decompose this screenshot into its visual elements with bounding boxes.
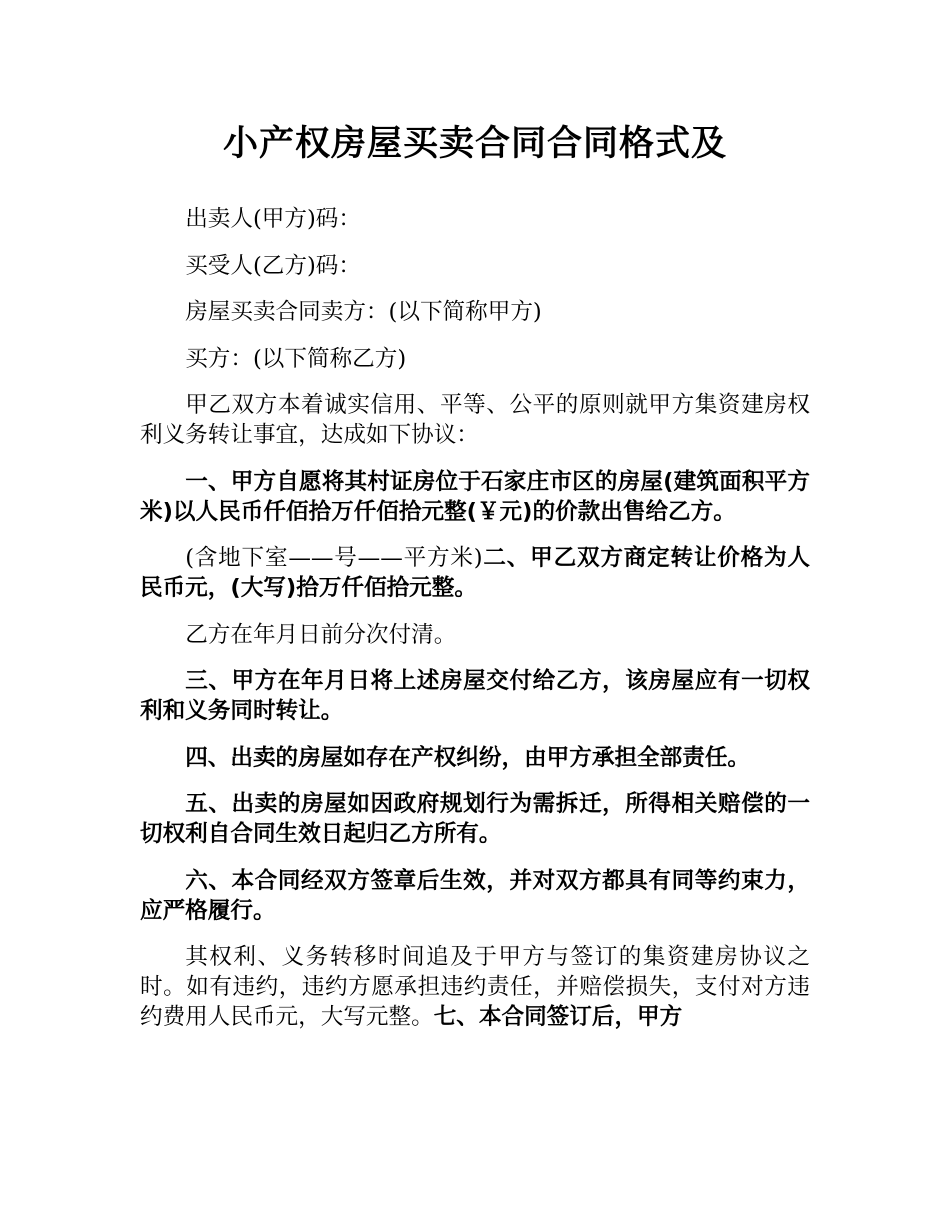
paragraph-clause-6	[140, 866, 810, 926]
text-segment: 乙方在年月日前分次付清。	[185, 621, 457, 648]
text-segment: 其权利、义务转移时间追及于甲方与签订的集资建房协议之时。如有违约，违约方愿承担违约责任，并赔偿损失，支付对方违约费用人民币元，大写元整。	[140, 944, 810, 1030]
text-segment-bold: 六、本合同经双方签章后生效，并对双方都具有同等约束力，应严格履行。	[140, 867, 810, 924]
paragraph-contract-buyer	[140, 344, 810, 374]
paragraph-seller	[140, 204, 810, 234]
text-segment: 甲乙双方本着诚实信用、平等、公平的原则就甲方集资建房权利义务转让事宜，达成如下协议：	[140, 392, 810, 448]
paragraph-clause-5	[140, 789, 810, 849]
text-segment-bold: 四、出卖的房屋如存在产权纠纷，由甲方承担全部责任。	[185, 744, 751, 771]
document-title: 小产权房屋买卖合同合同格式及	[222, 124, 727, 164]
text-segment: (含地下室——号——平方米)	[185, 545, 483, 571]
text-segment-bold: 二、甲乙双方商定转让价格为人民币元，(大写)拾万仟佰拾元整。	[140, 545, 810, 601]
text-segment-bold: 五、出卖的房屋如因政府规划行为需拆迁，所得相关赔偿的一切权利自合同生效日起归乙方所有。	[140, 791, 810, 847]
document-body	[140, 204, 810, 1032]
text-segment-bold: 三、甲方在年月日将上述房屋交付给乙方，该房屋应有一切权利和义务同时转让。	[140, 668, 810, 724]
paragraph-payment	[140, 620, 810, 650]
paragraph-clause-3	[140, 666, 810, 726]
paragraph-preamble	[140, 390, 810, 450]
paragraph-buyer	[140, 251, 810, 281]
text-segment: 买受人(乙方)码：	[185, 252, 361, 279]
paragraph-clause-4	[140, 743, 810, 773]
text-segment-bold: 一、甲方自愿将其村证房位于石家庄市区的房屋(建筑面积平方米)以人民币仟佰拾万仟佰拾元整(￥元)的价款出售给乙方。	[140, 468, 810, 525]
text-segment: 房屋买卖合同卖方：(以下简称甲方)	[185, 299, 542, 325]
text-segment: 出卖人(甲方)码：	[185, 206, 361, 232]
paragraph-clause-2	[140, 543, 810, 603]
text-segment: 买方：(以下简称乙方)	[185, 345, 407, 372]
paragraph-contract-seller	[140, 297, 810, 327]
paragraph-obligations	[140, 942, 810, 1032]
text-segment-bold: 七、本合同签订后，甲方	[433, 1004, 683, 1030]
paragraph-clause-1	[140, 467, 810, 527]
